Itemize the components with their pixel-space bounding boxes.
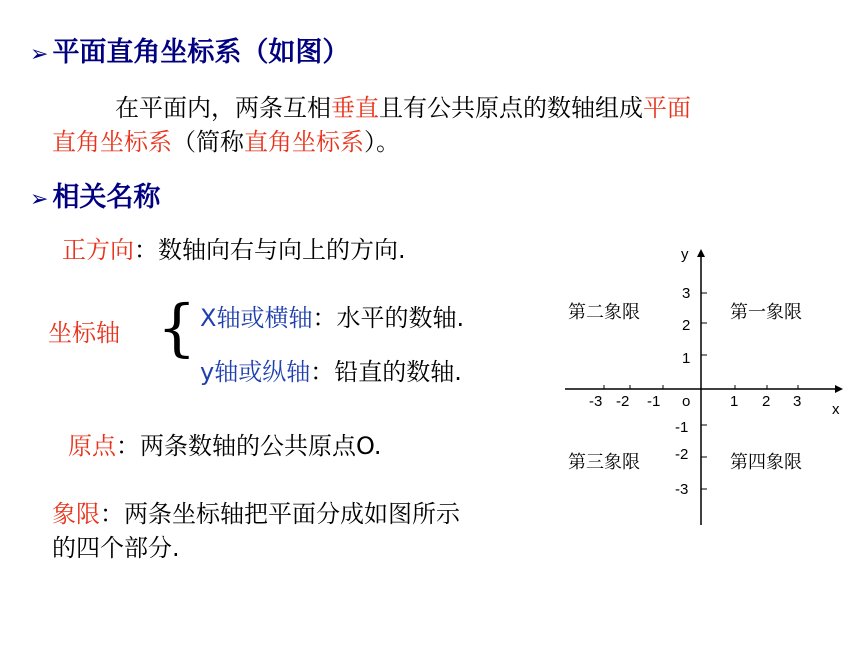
quadrant-line-1 — [52, 496, 460, 532]
positive-direction-line — [62, 232, 406, 268]
arrow-bullet-icon: ➢ — [30, 42, 49, 67]
term-x-axis: X轴或横轴 — [200, 304, 313, 332]
y-axis-label: y — [681, 246, 689, 263]
x-tick-label: -2 — [616, 393, 630, 410]
definition-text: ）。 — [364, 128, 400, 156]
term-y-axis: y轴或纵轴 — [200, 358, 311, 386]
term-definition: ：数轴向右与向上的方向. — [134, 236, 406, 264]
definition-text: 在平面内，两条互相 — [115, 94, 331, 122]
x-axis-line — [200, 300, 464, 336]
definition-line-2 — [52, 124, 400, 160]
y-axis-line — [200, 354, 462, 390]
term-definition: ：铅直的数轴. — [310, 358, 462, 386]
y-tick-label: 1 — [682, 350, 691, 367]
definition-line-1 — [115, 90, 691, 126]
term-coordinate-axes: 坐标轴 — [48, 319, 120, 347]
highlight-short-term: 直角坐标系 — [244, 128, 364, 156]
x-tick-label: -1 — [647, 393, 661, 410]
y-tick-label: 2 — [682, 317, 691, 334]
y-tick-label: 3 — [682, 285, 691, 302]
section-title-coordinate-system — [30, 30, 349, 69]
highlight-plane: 平面 — [643, 94, 691, 122]
term-definition: ：水平的数轴. — [312, 304, 465, 332]
arrow-bullet-icon: ➢ — [30, 187, 49, 212]
quadrant-1-label: 第一象限 — [730, 302, 802, 323]
origin-line — [68, 428, 382, 464]
term-definition: ：两条坐标轴把平面分成如图所示 — [100, 500, 460, 528]
definition-text: 且有公共原点的数轴组成 — [379, 94, 643, 122]
quadrant-line-2: 的四个部分. — [52, 534, 180, 562]
term-positive-direction: 正方向 — [62, 236, 134, 264]
quadrant-2-label: 第二象限 — [568, 302, 640, 323]
x-axis-label: x — [832, 401, 840, 418]
term-definition: ：两条数轴的公共原点O. — [116, 432, 382, 460]
y-tick-label: -2 — [675, 446, 689, 463]
y-tick-label: -3 — [675, 481, 689, 498]
coordinate-diagram — [555, 235, 855, 535]
highlight-perpendicular: 垂直 — [331, 94, 379, 122]
x-axis-arrow-icon — [835, 385, 843, 393]
origin-label: o — [682, 393, 691, 410]
quadrant-3-label: 第三象限 — [568, 452, 640, 473]
x-tick-label: 1 — [730, 393, 739, 410]
y-tick-label: -1 — [675, 419, 689, 436]
term-quadrant: 象限 — [52, 500, 100, 528]
section-title-related-names — [30, 175, 160, 214]
curly-brace-icon: { — [157, 291, 197, 364]
x-tick-label: 3 — [793, 393, 802, 410]
y-axis-arrow-icon — [697, 249, 705, 257]
section-title-text: 平面直角坐标系（如图） — [52, 37, 350, 68]
highlight-term: 直角坐标系 — [52, 128, 172, 156]
x-tick-label: -3 — [589, 393, 603, 410]
x-tick-label: 2 — [762, 393, 771, 410]
term-origin: 原点 — [68, 432, 116, 460]
section-title-text: 相关名称 — [52, 182, 161, 213]
definition-text: （简称 — [172, 128, 244, 156]
quadrant-4-label: 第四象限 — [730, 452, 802, 473]
